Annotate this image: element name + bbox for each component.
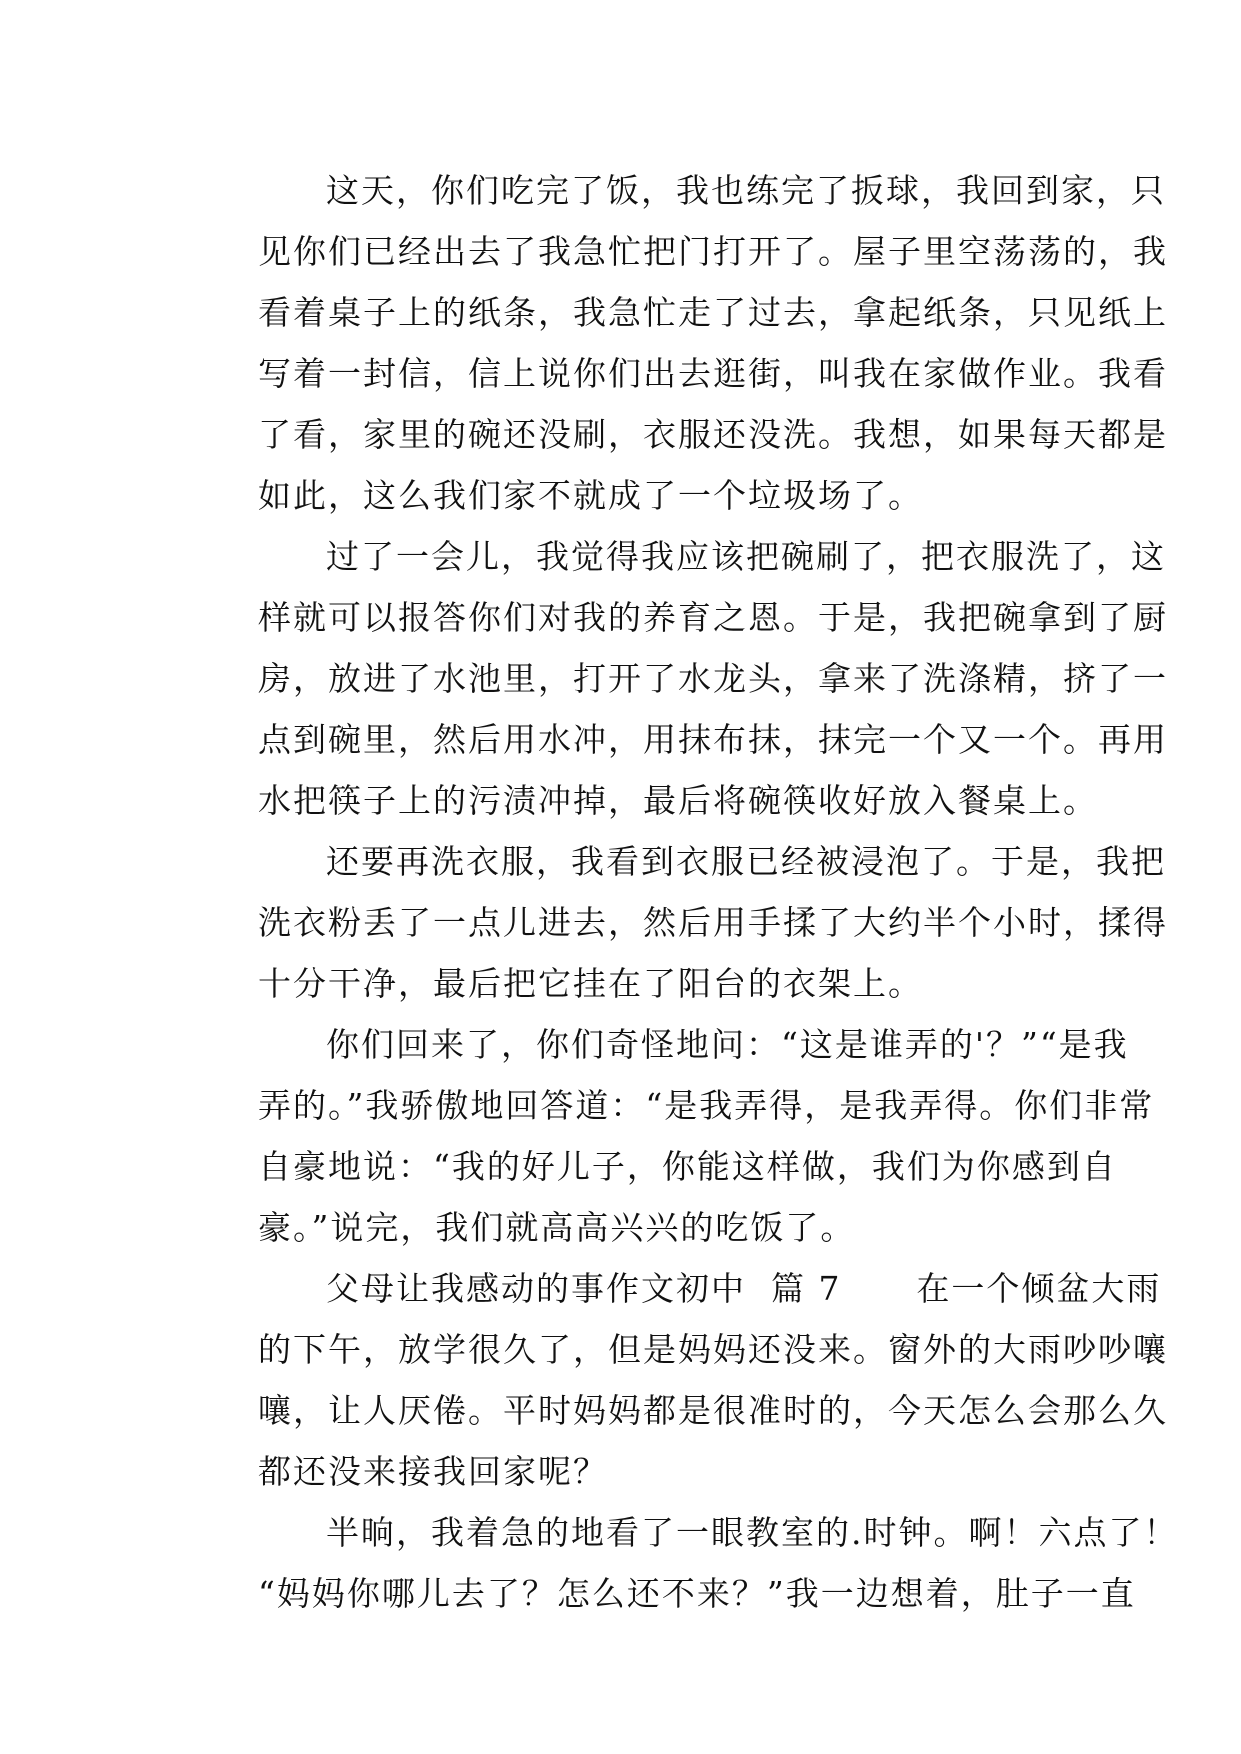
text-line: 看着桌子上的纸条，我急忙走了过去，拿起纸条，只见纸上	[258, 293, 1168, 332]
paragraph-5	[190, 1258, 1168, 1502]
text-line: 弄的。”我骄傲地回答道：“是我弄得，是我弄得。你们非常	[258, 1086, 1155, 1125]
text-line: 你们回来了，你们奇怪地问：“这是谁弄的'？”“是我	[326, 1025, 1129, 1064]
text-line: 了看，家里的碗还没刷，衣服还没洗。我想，如果每天都是	[258, 415, 1168, 454]
paragraph-2	[190, 526, 1168, 831]
text-line: 嚷，让人厌倦。平时妈妈都是很准时的，今天怎么会那么久	[258, 1391, 1168, 1430]
text-line: 如此，这么我们家不就成了一个垃圾场了。	[258, 476, 923, 515]
text-line: 豪。”说完，我们就高高兴兴的吃饭了。	[258, 1208, 856, 1247]
text-line: 水把筷子上的污渍冲掉，最后将碗筷收好放入餐桌上。	[258, 781, 1098, 820]
text-line: 半晌，我着急的地看了一眼教室的.时钟。啊！六点了！	[326, 1513, 1179, 1552]
text-line: 自豪地说：“我的好儿子，你能这样做，我们为你感到自	[258, 1147, 1117, 1186]
section-heading-line: 父母让我感动的事作文初中 篇 7 在一个倾盆大雨	[326, 1269, 1162, 1308]
text-line: 的下午，放学很久了，但是妈妈还没来。窗外的大雨吵吵嚷	[258, 1330, 1168, 1369]
text-line: 见你们已经出去了我急忙把门打开了。屋子里空荡荡的，我	[258, 232, 1168, 271]
paragraph-1	[190, 160, 1168, 526]
text-line: 房，放进了水池里，打开了水龙头，拿来了洗涤精，挤了一	[258, 659, 1168, 698]
text-line: 还要再洗衣服，我看到衣服已经被浸泡了。于是，我把	[326, 842, 1166, 881]
text-line: “妈妈你哪儿去了？怎么还不来？”我一边想着，肚子一直	[258, 1574, 1136, 1613]
paragraph-3	[190, 831, 1168, 1014]
text-line: 都还没来接我回家呢？	[258, 1452, 608, 1491]
paragraph-6	[190, 1502, 1179, 1624]
document-body	[190, 160, 1179, 1624]
text-line: 写着一封信，信上说你们出去逛街，叫我在家做作业。我看	[258, 354, 1168, 393]
text-line: 样就可以报答你们对我的养育之恩。于是，我把碗拿到了厨	[258, 598, 1168, 637]
text-line: 点到碗里，然后用水冲，用抹布抹，抹完一个又一个。再用	[258, 720, 1168, 759]
text-line: 洗衣粉丢了一点儿进去，然后用手揉了大约半个小时，揉得	[258, 903, 1168, 942]
text-line: 过了一会儿，我觉得我应该把碗刷了，把衣服洗了，这	[326, 537, 1166, 576]
paragraph-4	[190, 1014, 1155, 1258]
text-line: 这天，你们吃完了饭，我也练完了扳球，我回到家，只	[326, 171, 1166, 210]
text-line: 十分干净，最后把它挂在了阳台的衣架上。	[258, 964, 923, 1003]
